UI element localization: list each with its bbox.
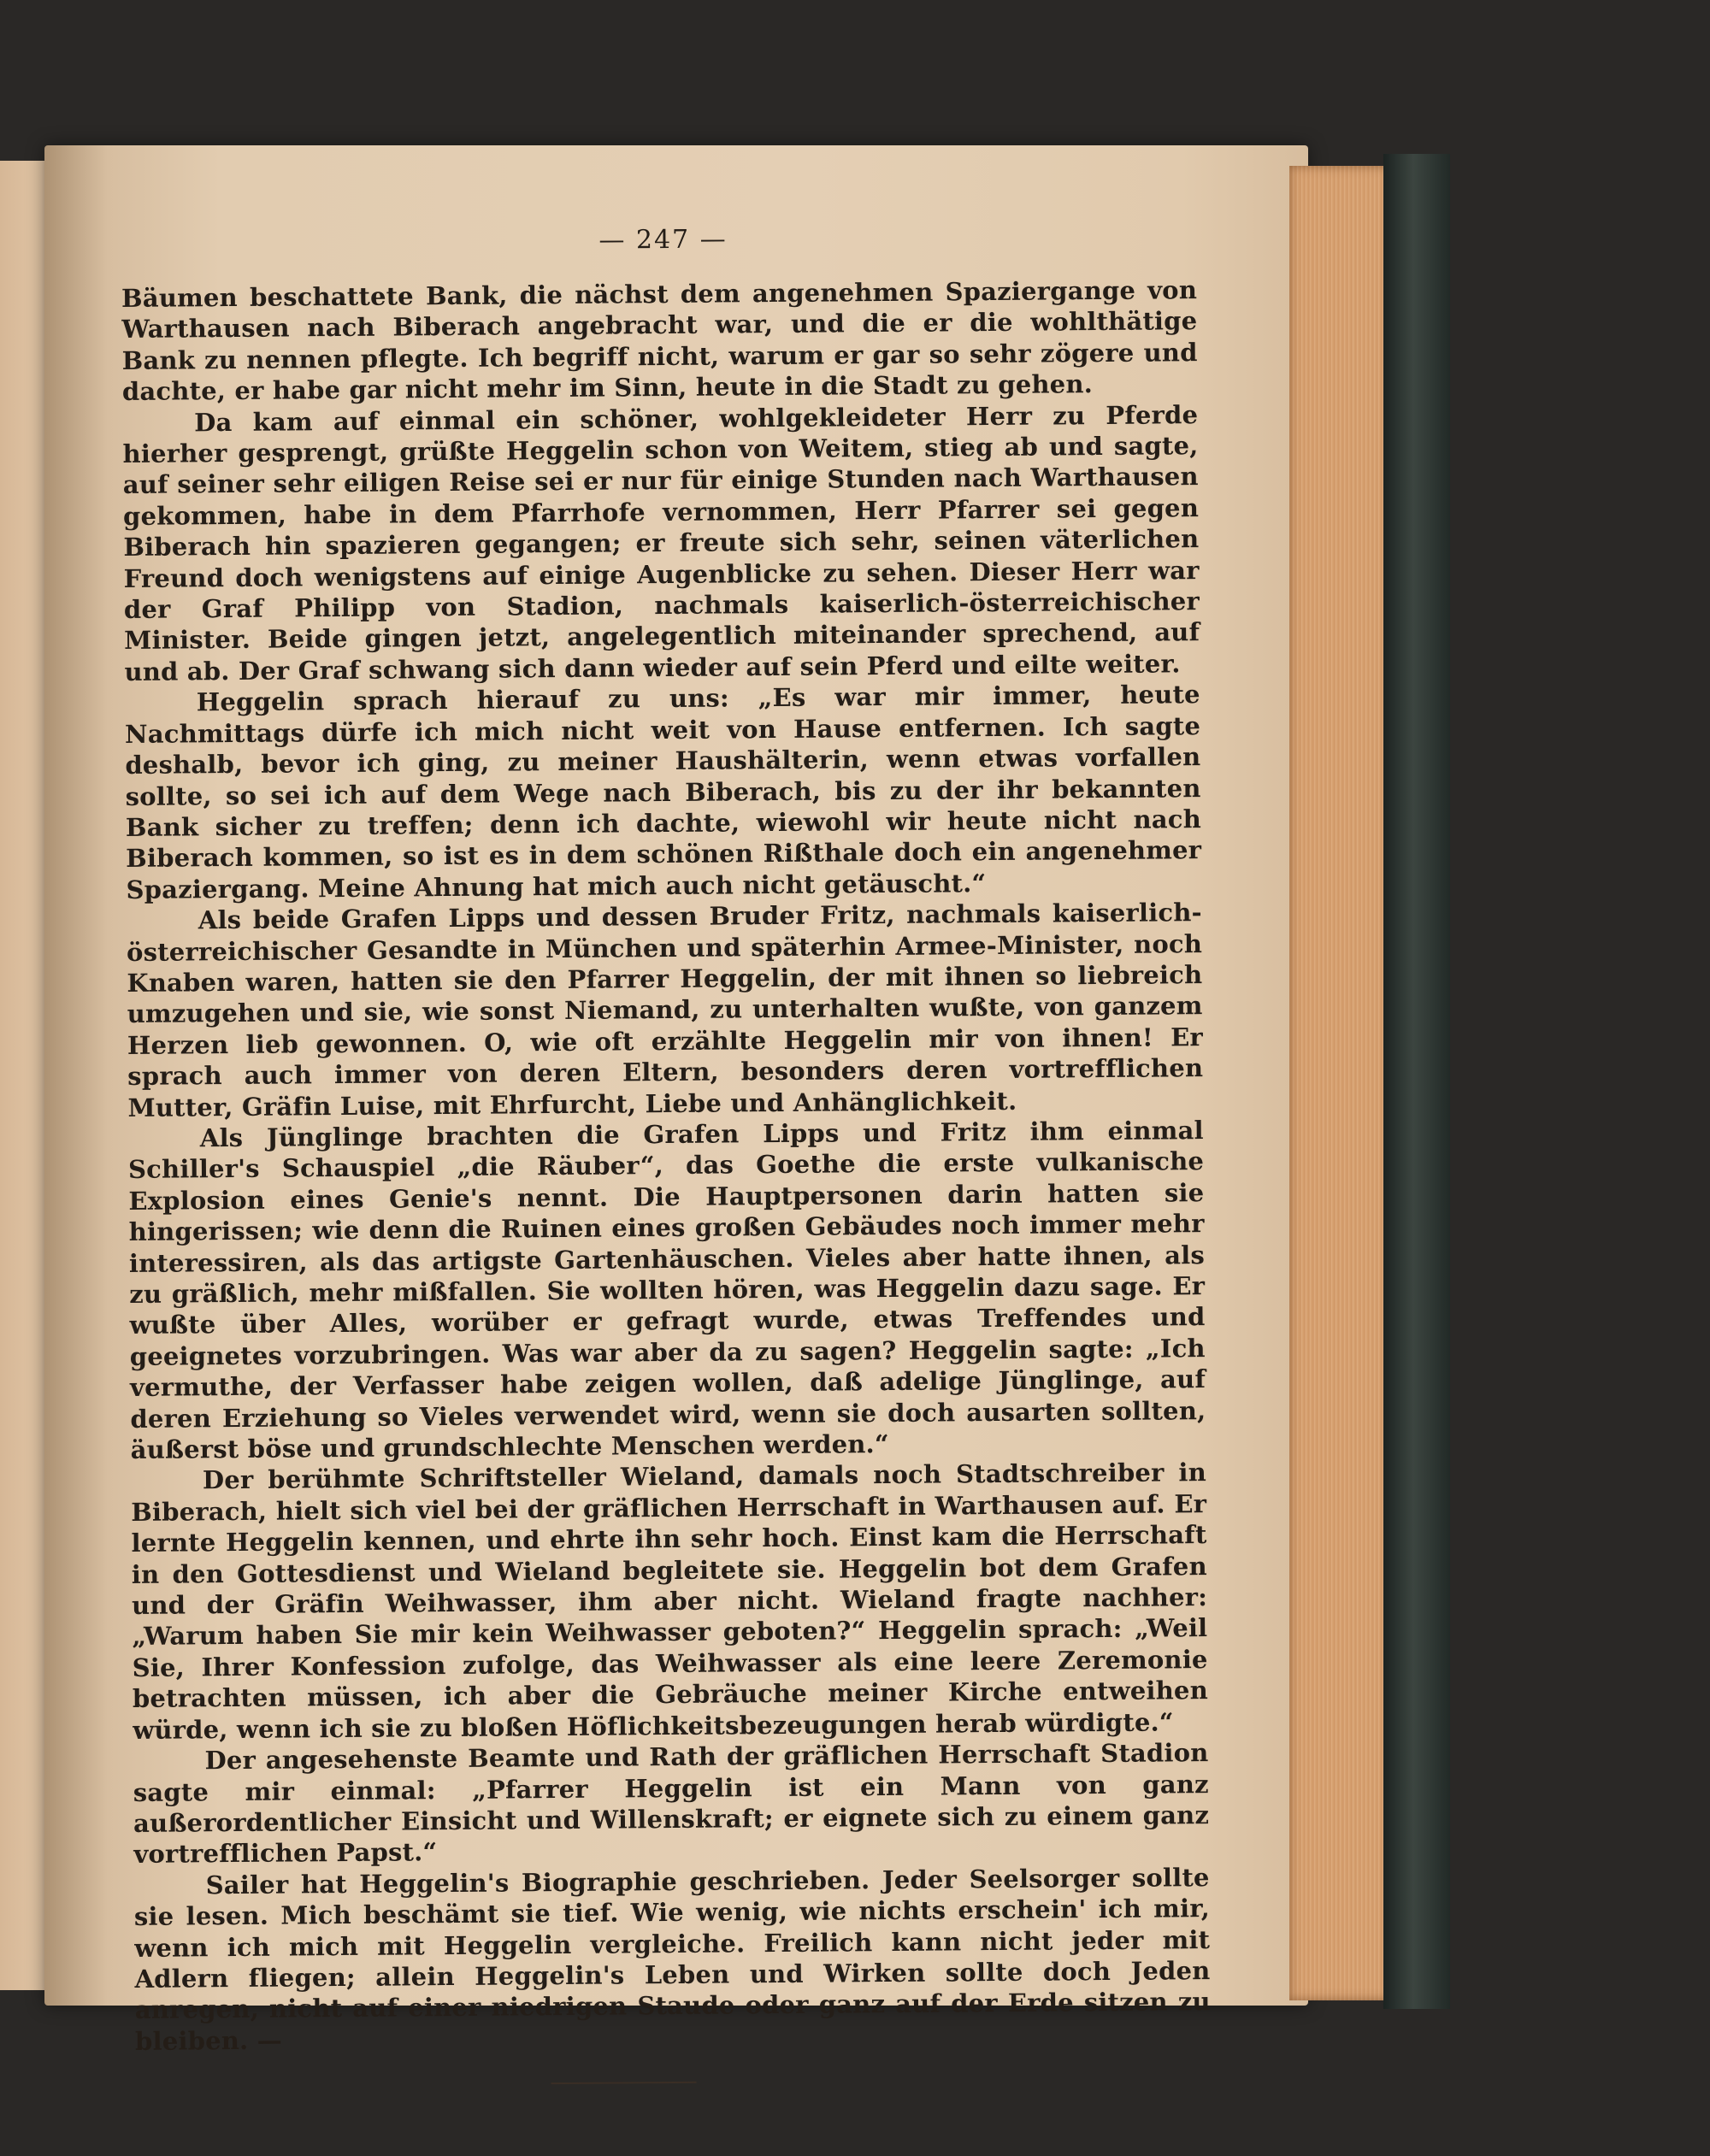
paragraph-5: Als Jünglinge brachten die Grafen Lipps und Fritz ihm einmal Schiller's Schauspiel „die Räuber“, das Goethe die erste vulkanische Explosion eines Genie's nennt. Die Hauptpersonen darin hatten sie hingerissen; wie denn die Ruinen eines großen Gebäudes noch immer mehr interessiren, als das artigste Gartenhäuschen. Vieles aber hatte ihnen, als zu gräßlich, mehr mißfallen. Sie wollten hören, was Heggelin dazu sage. Er wußte über Alles, worüber er gefragt wurde, etwas Treffendes und geeignetes vorzubringen. Was war aber da zu sagen? Heggelin sagte: „Ich vermuthe, der Verfasser habe zeigen wollen, daß adelige Jünglinge, auf deren Erziehung so Vieles verwendet wird, wenn sie doch ausarten sollten, äußerst böse und grundschlechte Menschen werden.“	[127, 1116, 1206, 1464]
page-text	[121, 224, 1211, 2088]
book-cover	[1383, 154, 1450, 2009]
paragraph-1: Bäumen beschattete Bank, die nächst dem angenehmen Spaziergange von Warthausen nach Biberach angebracht war, und die er die wohlthätige Bank zu nennen pflegte. Ich begriff nicht, warum er gar so sehr zögere und dachte, er habe gar nicht mehr im Sinn, heute in die Stadt zu gehen.	[121, 275, 1198, 407]
paragraph-2: Da kam auf einmal ein schöner, wohlgekleideter Herr zu Pferde hierher gesprengt, grüßte Heggelin schon von Weitem, stieg ab und sagte, auf seiner sehr eiligen Reise sei er nur für einige Stunden nach Warthausen gekommen, habe in dem Pfarrhofe vernommen, Herr Pfarrer sei gegen Biberach hin spazieren gegangen; er freute sich sehr, seinen väterlichen Freund doch wenigstens auf einige Augenblicke zu sehen. Dieser Herr war der Graf Philipp von Stadion, nachmals kaiserlich-österreichischer Minister. Beide gingen jetzt, angelegentlich miteinander sprechend, auf und ab. Der Graf schwang sich dann wieder auf sein Pferd und eilte weiter.	[122, 399, 1200, 686]
end-rule	[551, 2082, 696, 2084]
paragraph-3: Heggelin sprach hierauf zu uns: „Es war mir immer, heute Nachmittags dürfe ich mich nicht weit von Hause entfernen. Ich sagte deshalb, bevor ich ging, zu meiner Haushälterin, wenn etwas vorfallen sollte, so sei ich auf dem Wege nach Biberach, bis zu der ihr bekannten Bank sicher zu treffen; denn ich dachte, wiewohl wir heute nicht nach Biberach kommen, so ist es in dem schönen Rißthale doch ein angenehmer Spaziergang. Meine Ahnung hat mich auch nicht getäuscht.“	[124, 680, 1202, 904]
page-fore-edge	[1289, 166, 1392, 2000]
paragraph-8: Sailer hat Heggelin's Biographie geschrieben. Jeder Seelsorger sollte sie lesen. Mich beschämt sie tief. Wie wenig, wie nichts erschein' ich mir, wenn ich mich mit Heggelin vergleiche. Freilich kann nicht jeder mit Adlern fliegen; allein Heggelin's Leben und Wirken sollte doch Jeden anregen, nicht auf einer niedrigen Staude oder ganz auf der Erde sitzen zu bleiben. —	[133, 1862, 1211, 2056]
paragraph-4: Als beide Grafen Lipps und dessen Bruder Fritz, nachmals kaiserlich-österreichischer Gesandte in München und späterhin Armee-Minister, noch Knaben waren, hatten sie den Pfarrer Heggelin, der mit ihnen so liebreich umzugehen und sie, wie sonst Niemand, zu unterhalten wußte, von ganzem Herzen lieb gewonnen. O, wie oft erzählte Heggelin mir von ihnen! Er sprach auch immer von deren Eltern, besonders deren vortrefflichen Mutter, Gräfin Luise, mit Ehrfurcht, Liebe und Anhänglichkeit.	[126, 898, 1204, 1122]
page-number: — 247 —	[598, 224, 728, 256]
paragraph-7: Der angesehenste Beamte und Rath der gräflichen Herrschaft Stadion sagte mir einmal: „Pfarrer Heggelin ist ein Mann von ganz außerordentlicher Einsicht und Willenskraft; er eignete sich zu einem ganz vortrefflichen Papst.“	[133, 1738, 1210, 1870]
paragraph-6: Der berühmte Schriftsteller Wieland, damals noch Stadtschreiber in Biberach, hielt sich viel bei der gräflichen Herrschaft in Warthausen auf. Er lernte Heggelin kennen, und ehrte ihn sehr hoch. Einst kam die Herrschaft in den Gottesdienst und Wieland begleitete sie. Heggelin bot dem Grafen und der Gräfin Weihwasser, ihm aber nicht. Wieland fragte nachher: „Warum haben Sie mir kein Weihwasser geboten?“ Heggelin sprach: „Weil Sie, Ihrer Konfession zufolge, das Weihwasser als eine leere Zeremonie betrachten müssen, ich aber die Gebräuche meiner Kirche entweihen würde, wenn ich sie zu bloßen Höflichkeitsbezeugungen herab würdigte.“	[131, 1458, 1209, 1745]
